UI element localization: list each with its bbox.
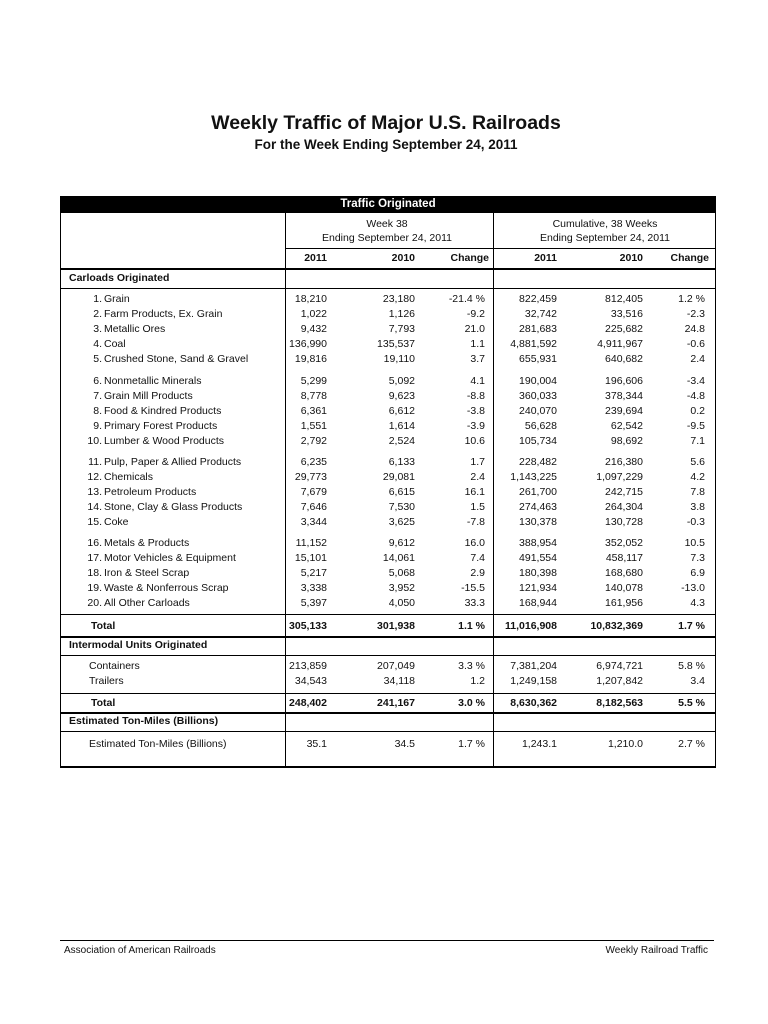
cell-cum-change: 0.2 (690, 405, 705, 417)
row-label-text: Pulp, Paper & Allied Products (104, 456, 242, 468)
cell-week-change: -9.2 (466, 308, 485, 320)
cell-cum-2010: 196,606 (605, 375, 643, 387)
row-label-text: Farm Products, Ex. Grain (104, 308, 223, 320)
cell-week-change: -3.8 (466, 405, 485, 417)
cell-cum-change: 4.3 (690, 597, 705, 609)
cell-cum-change: -13.0 (681, 582, 705, 594)
row-label-text: Petroleum Products (104, 486, 197, 498)
row-label (61, 420, 217, 432)
cell-cum-2011: 130,378 (519, 516, 557, 528)
cell-week-2010: 19,110 (383, 353, 415, 365)
rule-under-column-heads (61, 268, 715, 270)
cell-cum-2010: 458,117 (605, 552, 643, 564)
row-number: 17. (87, 552, 102, 564)
cell-cum-2011: 228,482 (519, 456, 557, 468)
cell-week-2011: 7,679 (300, 486, 327, 498)
cell-week-2011: 11,152 (295, 537, 327, 549)
cell-cum-2010: 242,715 (605, 486, 643, 498)
cell-week-2011: 2,792 (300, 435, 327, 447)
cell-cum-change: 4.2 (690, 471, 705, 483)
tonmiles-row (61, 738, 715, 753)
row-label: Trailers (89, 675, 124, 687)
table-row (61, 390, 715, 405)
cell-week-2011: 213,859 (289, 660, 327, 672)
table-row (61, 338, 715, 353)
cell-cum-2011: 388,954 (519, 537, 557, 549)
rule-under-carloads-title (61, 288, 715, 289)
cell-cum-2011: 1,243.1 (521, 738, 557, 750)
cell-cum-2010: 33,516 (610, 308, 643, 320)
row-label (61, 405, 221, 417)
cell-week-2011: 19,816 (294, 353, 327, 365)
cell-week-change: 1.7 % (458, 738, 485, 750)
cell-week-change: -3.9 (466, 420, 485, 432)
cell-cum-change: 3.4 (690, 675, 705, 687)
cell-week-change: 2.9 (470, 567, 485, 579)
cell-cum-change: -4.8 (686, 390, 705, 402)
row-label: Total (91, 697, 116, 709)
row-label (61, 293, 130, 305)
row-number: 20. (87, 597, 102, 609)
row-number: 19. (87, 582, 102, 594)
cell-cum-change: 2.4 (690, 353, 705, 365)
week-header (282, 217, 492, 245)
cell-cum-change: 6.9 (690, 567, 705, 579)
cell-cum-change: 5.6 (690, 456, 705, 468)
cell-cum-2010: 378,344 (605, 390, 643, 402)
row-label-text: Chemicals (104, 471, 154, 483)
table-row (61, 552, 715, 567)
cell-week-2010: 301,938 (377, 620, 415, 632)
cell-week-2011: 1,022 (300, 308, 327, 320)
cell-cum-2011: 655,931 (519, 353, 557, 365)
row-label-text: Primary Forest Products (104, 420, 218, 432)
row-label (61, 597, 190, 609)
cell-week-2011: 3,338 (300, 582, 327, 594)
cell-week-2010: 29,081 (382, 471, 415, 483)
row-label (61, 582, 229, 594)
row-label (61, 338, 126, 350)
cell-cum-2010: 239,694 (605, 405, 643, 417)
cell-cum-2011: 180,398 (519, 567, 557, 579)
cell-week-2011: 1,551 (300, 420, 327, 432)
row-number: 6. (93, 375, 102, 387)
row-label (61, 501, 242, 513)
row-label (61, 537, 189, 549)
cell-week-change: -21.4 % (448, 293, 485, 305)
cell-cum-change: -0.3 (686, 516, 705, 528)
footer-rule (60, 940, 714, 941)
row-number: 15. (87, 516, 102, 528)
table-row (61, 353, 715, 368)
page-subtitle: For the Week Ending September 24, 2011 (254, 137, 518, 152)
cell-cum-2011: 360,033 (519, 390, 557, 402)
cell-week-change: 4.1 (470, 375, 485, 387)
cell-cum-2011: 121,934 (519, 582, 557, 594)
cell-cum-2010: 6,974,721 (596, 660, 643, 672)
cell-week-2010: 1,614 (388, 420, 415, 432)
cell-week-change: -7.8 (466, 516, 485, 528)
row-label-text: Motor Vehicles & Equipment (104, 552, 236, 564)
cell-cum-2010: 216,380 (605, 456, 643, 468)
cell-cum-2010: 1,210.0 (607, 738, 643, 750)
rule-under-tonmiles-title (61, 731, 715, 732)
cell-cum-change: 7.3 (690, 552, 705, 564)
footer-report-name: Weekly Railroad Traffic (605, 945, 708, 956)
row-number: 4. (93, 338, 102, 350)
table-row (61, 516, 715, 531)
col-head-week-change: Change (450, 252, 489, 264)
cell-week-change: -8.8 (466, 390, 485, 402)
cell-week-2011: 136,990 (289, 338, 327, 350)
table-row (61, 675, 715, 690)
cumulative-header-line1: Cumulative, 38 Weeks (552, 218, 658, 230)
cell-week-2010: 34,118 (383, 675, 415, 687)
cell-cum-2010: 8,182,563 (596, 697, 643, 709)
page-title: Weekly Traffic of Major U.S. Railroads (211, 112, 561, 134)
cell-cum-2011: 1,143,225 (510, 471, 557, 483)
cell-week-2011: 8,778 (300, 390, 327, 402)
cell-week-change: 3.0 % (458, 697, 485, 709)
banner-label: Traffic Originated (340, 198, 436, 210)
cell-cum-2011: 32,742 (524, 308, 557, 320)
cell-cum-2010: 161,956 (605, 597, 643, 609)
cumulative-header (500, 217, 710, 245)
cell-cum-change: 10.5 (684, 537, 705, 549)
cell-cum-2011: 190,004 (519, 375, 557, 387)
row-label-text: Metallic Ores (104, 323, 166, 335)
cell-cum-change: 24.8 (684, 323, 705, 335)
table-row (61, 501, 715, 516)
cell-cum-2011: 1,249,158 (510, 675, 557, 687)
table-row (61, 597, 715, 612)
col-head-cum-change: Change (670, 252, 709, 264)
cell-week-2010: 23,180 (382, 293, 415, 305)
cell-cum-2011: 281,683 (519, 323, 557, 335)
cell-cum-change: 1.2 % (678, 293, 705, 305)
cell-cum-2010: 4,911,967 (597, 338, 643, 350)
row-label (61, 353, 248, 365)
cell-week-change: 2.4 (470, 471, 485, 483)
cell-cum-2010: 812,405 (605, 293, 643, 305)
intermodal-total-row (61, 697, 715, 712)
traffic-originated-banner (61, 196, 715, 213)
cell-week-change: 3.3 % (458, 660, 485, 672)
cell-cum-2011: 274,463 (519, 501, 557, 513)
cell-week-2011: 3,344 (300, 516, 327, 528)
col-head-week-2010: 2010 (391, 252, 415, 264)
traffic-table (60, 196, 716, 768)
cell-week-2010: 6,133 (388, 456, 415, 468)
row-number: 11. (88, 456, 102, 468)
cell-cum-2011: 56,628 (524, 420, 557, 432)
row-label-text: Grain Mill Products (104, 390, 193, 402)
row-number: 12. (87, 471, 102, 483)
cell-week-2011: 35.1 (306, 738, 327, 750)
cell-cum-2010: 10,832,369 (590, 620, 643, 632)
cumulative-header-line2: Ending September 24, 2011 (540, 232, 670, 244)
week-header-line2: Ending September 24, 2011 (322, 232, 452, 244)
row-label: Containers (89, 660, 140, 672)
cell-week-change: 7.4 (470, 552, 485, 564)
row-number: 1. (93, 293, 102, 305)
cell-week-2011: 248,402 (289, 697, 327, 709)
cell-week-2010: 1,126 (388, 308, 415, 320)
section-carloads-title: Carloads Originated (69, 272, 170, 284)
row-number: 18. (87, 567, 102, 579)
table-row (61, 660, 715, 675)
cell-cum-2010: 62,542 (610, 420, 643, 432)
cell-cum-2011: 105,734 (519, 435, 557, 447)
carload-total-row (61, 620, 715, 635)
cell-week-2010: 6,612 (388, 405, 415, 417)
row-number: 7. (93, 390, 102, 402)
row-label (61, 308, 222, 320)
table-row (61, 405, 715, 420)
row-number: 3. (93, 323, 102, 335)
cell-cum-2011: 240,070 (519, 405, 557, 417)
cell-week-2011: 34,543 (294, 675, 327, 687)
cell-week-2011: 7,646 (300, 501, 327, 513)
cell-cum-2010: 352,052 (605, 537, 643, 549)
cell-week-2010: 5,068 (388, 567, 415, 579)
cell-week-change: 16.1 (464, 486, 485, 498)
cell-week-change: 1.2 (470, 675, 485, 687)
row-number: 2. (93, 308, 102, 320)
cell-week-2011: 5,217 (300, 567, 327, 579)
rule-above-intermodal-total (61, 693, 715, 694)
cell-week-2010: 34.5 (394, 738, 415, 750)
row-number: 8. (93, 405, 102, 417)
cell-week-change: 33.3 (464, 597, 485, 609)
cell-cum-2011: 168,944 (519, 597, 557, 609)
row-label (61, 471, 153, 483)
cell-week-2011: 15,101 (294, 552, 327, 564)
cell-week-change: 1.1 % (458, 620, 485, 632)
row-label-text: Waste & Nonferrous Scrap (104, 582, 229, 594)
rule-above-carload-total (61, 614, 715, 615)
column-head-row (61, 252, 715, 267)
row-number: 13. (87, 486, 102, 498)
col-head-cum-2011: 2011 (534, 252, 557, 264)
cell-cum-2011: 261,700 (519, 486, 557, 498)
table-row (61, 537, 715, 552)
cell-cum-2010: 130,728 (605, 516, 643, 528)
cell-week-2010: 7,793 (388, 323, 415, 335)
cell-week-2011: 6,235 (300, 456, 327, 468)
row-label-text: All Other Carloads (104, 597, 190, 609)
row-label (61, 390, 193, 402)
row-number: 10. (87, 435, 102, 447)
cell-cum-change: -9.5 (686, 420, 705, 432)
cell-week-2010: 5,092 (388, 375, 415, 387)
row-number: 14. (87, 501, 102, 513)
cell-week-2010: 4,050 (388, 597, 415, 609)
cell-week-change: -15.5 (461, 582, 485, 594)
row-label (61, 567, 189, 579)
cell-week-2010: 7,530 (388, 501, 415, 513)
cell-week-2011: 9,432 (300, 323, 327, 335)
rule-under-intermodal-total (61, 712, 715, 714)
cell-cum-2011: 8,630,362 (510, 697, 557, 709)
cell-week-2010: 241,167 (377, 697, 415, 709)
cell-cum-change: 7.1 (690, 435, 705, 447)
cell-week-2010: 135,537 (377, 338, 415, 350)
table-row (61, 456, 715, 471)
cell-week-2010: 207,049 (377, 660, 415, 672)
cell-week-change: 1.7 (470, 456, 485, 468)
cell-week-change: 16.0 (464, 537, 485, 549)
row-label (61, 486, 196, 498)
row-label-text: Coal (104, 338, 126, 350)
cell-week-2010: 14,061 (382, 552, 415, 564)
section-tonmiles-title: Estimated Ton-Miles (Billions) (69, 715, 219, 727)
row-label-text: Nonmetallic Minerals (104, 375, 202, 387)
row-label: Estimated Ton-Miles (Billions) (89, 738, 227, 750)
row-label (61, 456, 241, 468)
cell-cum-2010: 168,680 (605, 567, 643, 579)
section-intermodal-title: Intermodal Units Originated (69, 639, 208, 651)
cell-cum-2010: 1,207,842 (596, 675, 643, 687)
cell-week-change: 21.0 (464, 323, 485, 335)
cell-cum-2011: 822,459 (519, 293, 557, 305)
row-label-text: Crushed Stone, Sand & Gravel (104, 353, 249, 365)
table-row (61, 471, 715, 486)
row-number: 16. (87, 537, 102, 549)
cell-week-2011: 6,361 (300, 405, 327, 417)
cell-cum-change: -2.3 (686, 308, 705, 320)
cell-cum-change: 5.5 % (678, 697, 705, 709)
table-row (61, 375, 715, 390)
cell-cum-change: 3.8 (690, 501, 705, 513)
cell-cum-change: -0.6 (686, 338, 705, 350)
col-head-week-2011: 2011 (304, 252, 327, 264)
table-row (61, 582, 715, 597)
cell-cum-2010: 640,682 (605, 353, 643, 365)
cell-cum-change: 7.8 (690, 486, 705, 498)
cell-cum-change: 1.7 % (678, 620, 705, 632)
week-header-line1: Week 38 (366, 218, 408, 230)
table-row (61, 293, 715, 308)
table-row (61, 308, 715, 323)
cell-week-change: 1.1 (470, 338, 485, 350)
cell-cum-2011: 11,016,908 (505, 620, 557, 632)
row-number: 5. (93, 353, 102, 365)
cell-cum-2010: 1,097,229 (596, 471, 643, 483)
table-row (61, 567, 715, 582)
cell-week-change: 10.6 (464, 435, 485, 447)
cell-week-2010: 3,952 (388, 582, 415, 594)
cell-cum-2011: 4,881,592 (510, 338, 557, 350)
row-label (61, 552, 236, 564)
cell-cum-change: 5.8 % (678, 660, 705, 672)
cell-cum-2010: 264,304 (605, 501, 643, 513)
row-label-text: Food & Kindred Products (104, 405, 222, 417)
footer-publisher: Association of American Railroads (64, 945, 216, 956)
row-label-text: Iron & Steel Scrap (104, 567, 190, 579)
row-number: 9. (93, 420, 102, 432)
cell-cum-2010: 140,078 (605, 582, 643, 594)
cell-cum-change: -3.4 (686, 375, 705, 387)
cell-week-2010: 9,623 (388, 390, 415, 402)
row-label-text: Stone, Clay & Glass Products (104, 501, 243, 513)
rule-under-intermodal-title (61, 655, 715, 656)
row-label (61, 516, 129, 528)
cell-week-2011: 18,210 (294, 293, 327, 305)
table-row (61, 323, 715, 338)
table-row (61, 435, 715, 450)
cell-cum-change: 2.7 % (678, 738, 705, 750)
cell-week-2011: 5,299 (300, 375, 327, 387)
row-label (61, 435, 224, 447)
rule-under-carload-total (61, 636, 715, 638)
rule-under-group-headers (285, 248, 715, 249)
row-label: Total (91, 620, 116, 632)
table-row (61, 420, 715, 435)
cell-week-2010: 2,524 (388, 435, 415, 447)
row-label (61, 323, 165, 335)
cell-cum-2010: 98,692 (610, 435, 643, 447)
row-label-text: Grain (104, 293, 130, 305)
cell-week-change: 3.7 (470, 353, 485, 365)
cell-week-2011: 29,773 (294, 471, 327, 483)
cell-week-2010: 3,625 (388, 516, 415, 528)
cell-week-2011: 305,133 (289, 620, 327, 632)
row-label-text: Metals & Products (104, 537, 190, 549)
cell-week-change: 1.5 (470, 501, 485, 513)
cell-cum-2011: 491,554 (519, 552, 557, 564)
cell-week-2010: 9,612 (388, 537, 415, 549)
col-head-cum-2010: 2010 (619, 252, 643, 264)
row-label-text: Lumber & Wood Products (104, 435, 225, 447)
row-label-text: Coke (104, 516, 129, 528)
table-row (61, 486, 715, 501)
row-label (61, 375, 201, 387)
cell-week-2011: 5,397 (300, 597, 327, 609)
cell-cum-2011: 7,381,204 (510, 660, 557, 672)
cell-cum-2010: 225,682 (605, 323, 643, 335)
cell-week-2010: 6,615 (388, 486, 415, 498)
